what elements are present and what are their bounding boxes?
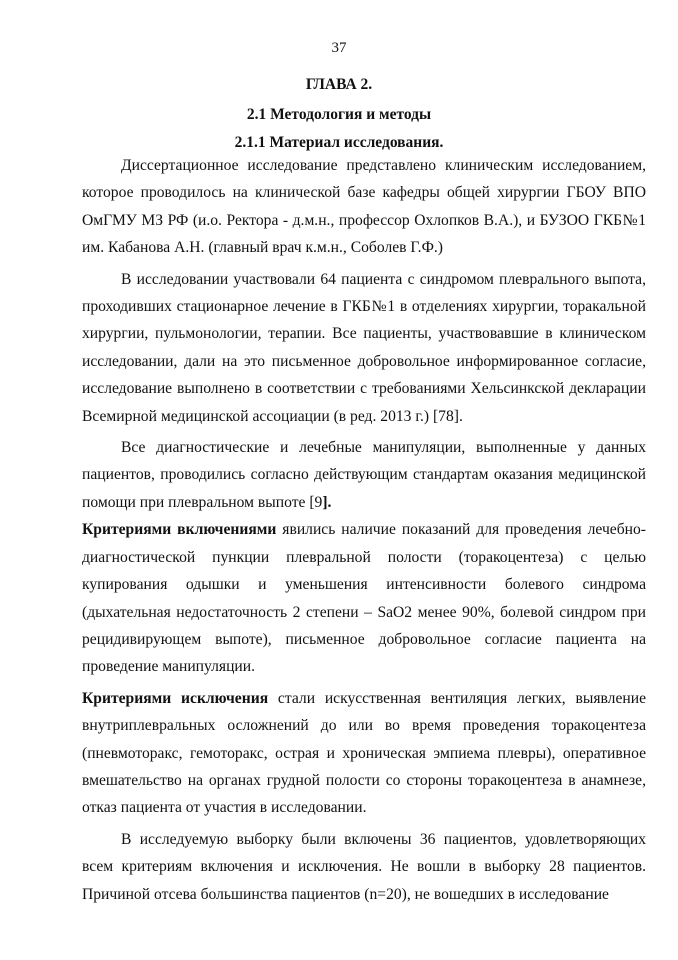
paragraph-inclusion-criteria: [82, 516, 646, 680]
paragraph-participants: В исследовании участвовали 64 пациента с синдромом плеврального выпота, проходивших стационарное лечение в ГКБ№1 в отделениях хирургии, торакальной хирургии, пульмонологии, терапии. Все пациенты, участвовавшие в клиническом исследовании, дали на это письменное добровольное информированное согласие, исследование выполнено в соответствии с требованиями Хельсинкской декларации Всемирной медицинской ассоциации (в ред. 2013 г.) [78].: [82, 270, 646, 425]
manipulations-text: Все диагностические и лечебные манипуляции, выполненные у данных пациентов, проводились согласно действующим стандартам оказания медицинской помощи при плевральном выпоте [9: [82, 439, 646, 511]
page-number: 37: [331, 40, 347, 56]
section-heading: 2.1 Методология и методы: [246, 106, 432, 123]
exclusion-criteria-text: стали искусственная вентиляция легких, выявление внутриплевральных осложнений до или во время проведения торакоцентеза (пневмоторакс, гемоторакс, острая и хроническая эмпиема плевры), оперативное вмешательство на органах грудной полости со стороны торакоцентеза в анамнезе, отказ пациента от участия в исследовании.: [82, 689, 646, 817]
paragraph-study-base: Диссертационное исследование представлено клиническим исследованием, которое проводилось на клинической базе кафедры общей хирургии ГБОУ ВПО ОмГМУ МЗ РФ (и.о. Ректора - д.м.н., профессор Охлопков В.А.), и БУЗОО ГКБ№1 им. Кабанова А.Н. (главный врач к.м.н., Соболев Г.Ф.): [82, 157, 646, 257]
inclusion-criteria-label: Критериями включениями: [82, 521, 277, 539]
subsection-heading: 2.1.1 Материал исследования.: [234, 134, 444, 151]
chapter-heading: ГЛАВА 2.: [305, 76, 373, 93]
paragraph-exclusion-criteria: [82, 685, 646, 822]
exclusion-criteria-label: Критериями исключения: [82, 689, 269, 707]
paragraph-sample: В исследуемую выборку были включены 36 пациентов, удовлетворяющих всем критериям включения и исключения. Не вошли в выборку 28 пациентов. Причиной отсева большинства пациентов (n=20), не вошедших в исследование: [82, 830, 646, 903]
reference-bracket: ].: [322, 493, 332, 511]
inclusion-criteria-text: явились наличие показаний для проведения лечебно-диагностической пункции плевральной полости (торакоцентеза) с целью купирования одышки и уменьшения интенсивности болевого синдрома (дыхательная недостаточность 2 степени – SaO2 менее 90%, болевой синдром при рецидивирующем выпоте), письменное добровольное согласие пациента на проведение манипуляции.: [82, 521, 646, 676]
paragraph-manipulations: [82, 434, 646, 516]
body-text: [82, 152, 646, 908]
